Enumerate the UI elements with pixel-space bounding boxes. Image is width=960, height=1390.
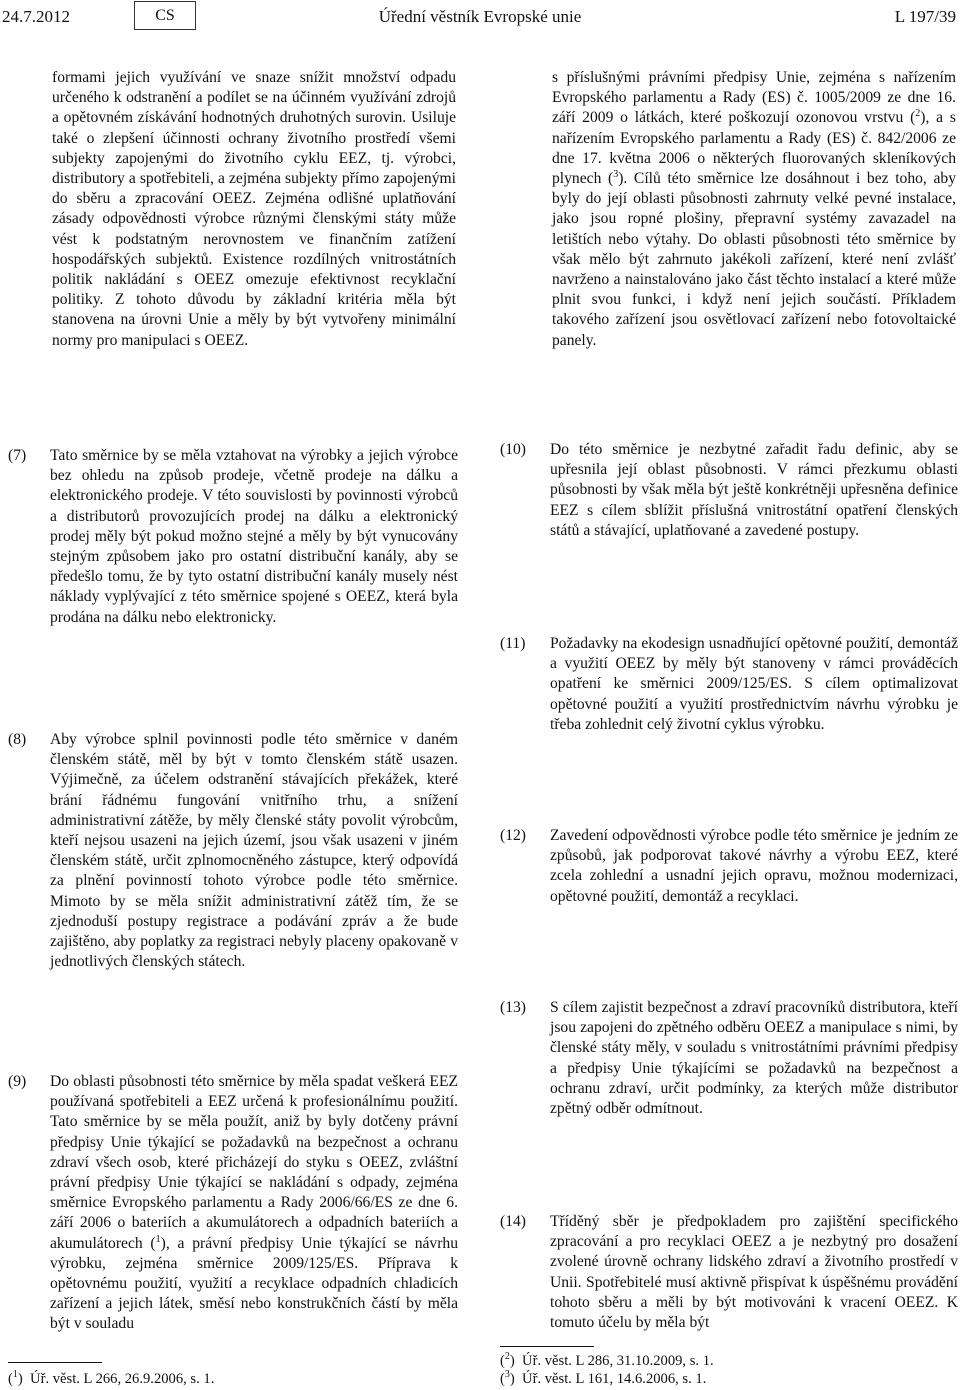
footnote-ref-3[interactable]: 3 xyxy=(613,168,619,180)
recital-9-part-a: Do oblasti působnosti této směrnice by měla spadat veškerá EEZ používaná spotřebiteli a EEZ určená k profesionálnímu použití. Tato směrnice by se měla použít, aniž by byly dotčeny právní předpisy Unie týkající se požadavků na bezpečnost a ochranu zdraví všech osob, které přicházejí do styku s OEEZ, zvláštní právní předpisy Unie týkající se nakládání s odpady, zejména směrnice Evropského parlamentu a Rady 2006/66/ES ze dne 6. září 2006 o bateriích a akumulátorech a odpadních bateriích a akumulátorech ( xyxy=(50,1073,458,1252)
recital-number: (10) xyxy=(500,441,526,458)
recital-9-part-b: ), a právní předpisy Unie týkající se návrhu výrobku, zejména směrnice 2009/125/ES. Příprava k opětovnému použití, využití a recyklace odpadních chladicích zařízení a jejich látek, směsí nebo konstrukčních částí by měla být v souladu xyxy=(50,1234,459,1333)
recital-number: (12) xyxy=(500,827,526,844)
intro-left-text: formami jejich využívání ve snaze snížit množství odpadu určeného k odstranění a podílet se na účinném využívání zdrojů a opětovném získávání hodnotných druhotných surovin. Usiluje také o zlepšení účinnosti ochrany životního prostředí všemi subjekty zapojenými do životního cyklu EEZ, tj. výrobci, distributory a spotřebiteli, a zejména subjekty přímo zapojenými do sběru a zpracování OEEZ. Zejména odlišné uplatňování zásady odpovědnosti výrobce různými členskými státy může vést k podstatným nerovnostem ve finančním zatížení hospodářských subjektů. Existence rozdílných vnitrostátních politik nakládání s OEEZ omezuje efektivnost recyklační politiky. Z tohoto důvodu by základní kritéria měla být stanovena na úrovni Unie a měly by být vytvořeny minimální normy pro manipulaci s OEEZ. xyxy=(52,69,456,349)
footnote-ref-1[interactable]: 1 xyxy=(155,1233,161,1245)
publication-date: 24.7.2012 xyxy=(2,7,70,26)
footnote-1: ($^1$) Úř. věst. L 266, 26.9.2006, s. 1. xyxy=(8,1369,215,1387)
footnote-number: 1 xyxy=(12,1369,18,1381)
intro-right-part1: s příslušnými právními předpisy Unie, zejména s nařízením Evropského parlamentu a Rady (ES) č. 1005/2009 ze dne 16. září 2009 o látkách, které poškozují ozonovou vrstvu ( xyxy=(552,69,956,127)
recital-number: (11) xyxy=(500,635,526,652)
recital-number: (8) xyxy=(8,731,27,748)
intro-paragraph-left xyxy=(52,68,456,351)
footnote-number: 2 xyxy=(504,1351,510,1363)
footnote-3: ($^3$) Úř. věst. L 161, 14.6.2006, s. 1. xyxy=(500,1369,707,1387)
recital-number: (7) xyxy=(8,447,27,464)
intro-right-part3: ). Cílů této směrnice lze dosáhnout i bez toho, aby byly do její oblasti působnosti zahrnuty velké pevné instalace, jako jsou ropné plošiny, přepravní systémy zavazadel na letištích nebo výtahy. Do oblasti působnosti této směrnice by však mělo být zahrnuto jakékoli zařízení, které není zvlášť navrženo a nainstalováno jako část těchto instalací a které může plnit svou funkci, i když není jejich součástí. Příkladem takového zařízení jsou osvětlovací zařízení nebo fotovoltaické panely. xyxy=(552,170,956,349)
intro-right-text xyxy=(552,68,956,351)
recital-text: Do této směrnice je nezbytné zařadit řadu definic, aby se upřesnila její oblast působnosti. V rámci přezkumu oblasti působnosti by však měla být ještě konkrétněji upřesněna definice EEZ s cílem sblížit příslušná vnitrostátní opatření členských států a stávající, uplatňované a zavedené postupy. xyxy=(550,441,958,539)
footnote-ref-2[interactable]: 2 xyxy=(915,108,921,120)
footnote-text: Úř. věst. L 266, 26.9.2006, s. 1. xyxy=(30,1371,215,1387)
recital-number: (14) xyxy=(500,1213,526,1230)
recital-text: Zavedení odpovědnosti výrobce podle této směrnice je jedním ze způsobů, jak podporovat takové návrhy a výrobu EEZ, které zcela zohlední a usnadní jejich opravu, možnou modernizaci, opětovné použití, demontáž a recyklaci. xyxy=(550,827,958,905)
footnote-2: ($^2$) Úř. věst. L 286, 31.10.2009, s. 1. xyxy=(500,1351,714,1369)
recital-text: Tato směrnice by se měla vztahovat na výrobky a jejich výrobce bez ohledu na způsob prodeje, včetně prodeje na dálku a elektronického prodeje. V této souvislosti by povinnosti výrobců a distributorů provozujících prodej na dálku a elektronický prodej měly být pokud možno stejné a měly by být vynucovány stejným způsobem jako pro ostatní distribuční kanály, aby se předešlo tomu, že by tyto ostatní distribuční kanály musely nést náklady vyplývající z této směrnice spojené s OEEZ, která byla prodána na dálku nebo elektronicky. xyxy=(50,447,458,626)
recital-number: (9) xyxy=(8,1073,27,1090)
recital-text: S cílem zajistit bezpečnost a zdraví pracovníků distributora, kteří jsou zapojeni do zpětného odběru OEEZ a manipulace s nimi, by členské státy měly, v souladu s vnitrostátními právními předpisy a předpisy Unie týkajícími se požadavků na bezpečnost a ochranu zdraví, určit podmínky, za kterých může distributor zpětný odběr odmítnout. xyxy=(550,999,958,1118)
page-reference: L 197/39 xyxy=(894,7,956,26)
footnote-divider-left xyxy=(8,1362,102,1363)
recital-text: Aby výrobce splnil povinnosti podle této směrnice v daném členském státě, měl by být v tomto členském státě usazen. Výjimečně, za účelem odstranění stávajících překážek, které brání řádnému fungování vnitřního trhu, a snížení administrativní zátěže, by měly členské státy povolit výrobcům, kteří nejsou usazeni na jejich území, jsou však usazeni v jiném členském státě, určit zplnomocněného zástupce, který odpovídá za plnění povinností tohoto výrobce podle této směrnice. Mimoto by se měla snížit administrativní zátěž tím, že se zjednoduší postupy registrace a podávání zpráv a že bude zajištěno, aby poplatky za registraci nebyly placeny opakovaně v jednotlivých členských státech. xyxy=(50,731,458,971)
journal-title: Úřední věstník Evropské unie xyxy=(378,7,582,26)
recital-number: (13) xyxy=(500,999,526,1016)
intro-right-part2: ), a s nařízením Evropského parlamentu a Rady (ES) č. 842/2006 ze dne 17. května 2006 o některých fluorovaných skleníkových plynech ( xyxy=(552,109,956,188)
recital-text xyxy=(50,1072,458,1335)
footnote-text: Úř. věst. L 161, 14.6.2006, s. 1. xyxy=(522,1371,707,1387)
footnote-divider-right xyxy=(500,1346,594,1347)
intro-paragraph-right xyxy=(552,68,956,351)
recital-text: Požadavky na ekodesign usnadňující opětovné použití, demontáž a využití OEEZ by měly být stanoveny v rámci prováděcích opatření ke směrnici 2009/125/ES. S cílem optimalizovat opětovné použití a využití prostřednictvím návrhu výrobku je třeba zohlednit celý životní cyklus výrobku. xyxy=(550,635,958,733)
recital-text: Tříděný sběr je předpokladem pro zajištění specifického zpracování a pro recyklaci OEEZ a je nezbytný pro dosažení zvolené úrovně ochrany lidského zdraví a životního prostředí v Unii. Spotřebitelé musí aktivně přispívat k úspěšnému provádění tohoto sběru a měli by být motivováni k vracení OEEZ. K tomuto účelu by měla být xyxy=(550,1213,958,1332)
page-header xyxy=(0,0,960,40)
footnote-text: Úř. věst. L 286, 31.10.2009, s. 1. xyxy=(522,1353,714,1369)
footnote-number: 3 xyxy=(504,1369,510,1381)
language-badge: CS xyxy=(134,1,196,30)
